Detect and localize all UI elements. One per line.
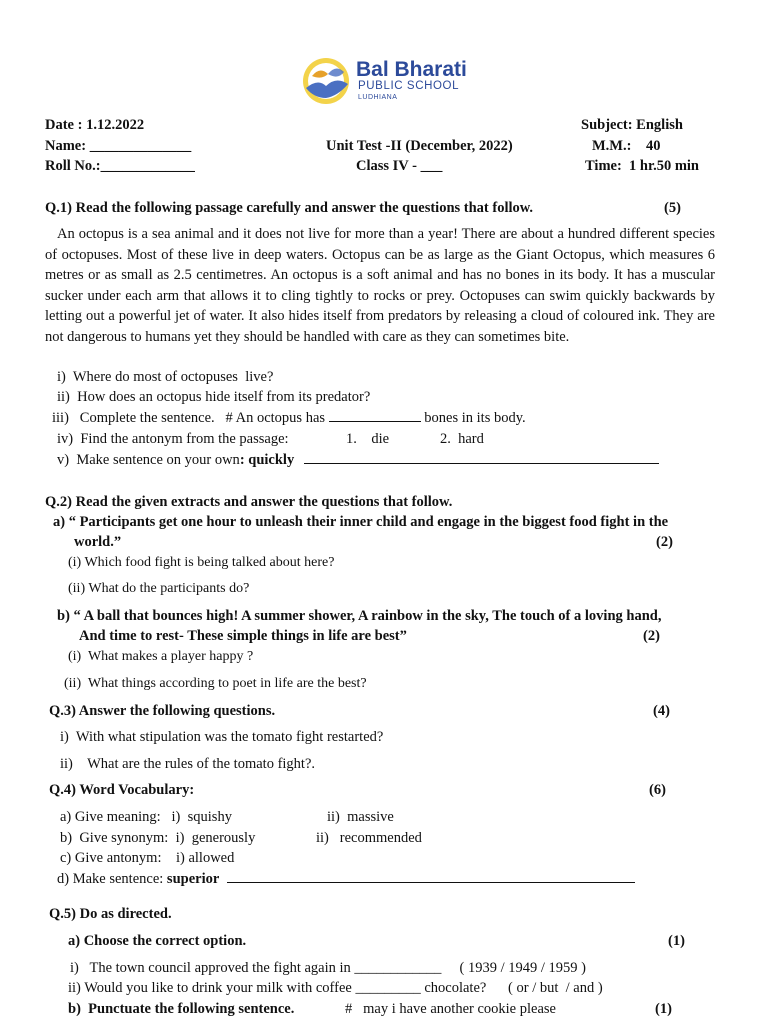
roll-field: Roll No.:_____________ [45, 158, 195, 174]
q1-ii: ii) How does an octopus hide itself from its predator? [57, 389, 371, 405]
q1-title: Q.1) Read the following passage carefully and answer the questions that follow. [45, 200, 534, 216]
q1-passage-text: An octopus is a sea animal and it does not live for more than a year! There are about a hundred different species of octopuses. Most of these live in deep waters. Octopus can be as large as the Giant Octopus, which measures 6 metres or as small as 2.5 centimetres. An octopus is a soft animal and has no bones in its body. It has a muscular sucker under each arm that allows it to cling tightly to rocks or prey. Octopuses can swim quickly backwards by letting out a powerful jet of water. It also hides itself from predators by releasing a cloud of coloured ink. They are not dangerous to humans yet they should be handled with care as they can sometimes bite. [45, 226, 715, 345]
time: Time: 1 hr.50 min [585, 158, 699, 174]
q1-iv-option-1: 1. die [346, 431, 390, 447]
q4-marks: (6) [649, 782, 666, 798]
q1-iii-text: iii) Complete the sentence. # An octopus has [52, 410, 326, 426]
q3-ii: ii) What are the rules of the tomato fight?. [60, 756, 316, 772]
test-title: Unit Test -II (December, 2022) [326, 138, 513, 154]
q1-v [57, 450, 659, 471]
q3-marks: (4) [653, 703, 670, 719]
q4-a-ii: ii) massive [327, 809, 394, 825]
q4-title: Q.4) Word Vocabulary: [49, 782, 195, 798]
school-sub: PUBLIC SCHOOL [358, 80, 460, 92]
q2-a-marks: (2) [656, 534, 673, 550]
q2-b-marks: (2) [643, 628, 660, 644]
q5-title: Q.5) Do as directed. [49, 906, 172, 922]
q2-a-i: (i) Which food fight is being talked about here? [68, 555, 335, 570]
q4-d [57, 869, 635, 890]
q3-title: Q.3) Answer the following questions. [49, 703, 276, 719]
q2-a-line1: a) “ Participants get one hour to unleash their inner child and engage in the biggest food fight in the [53, 514, 669, 530]
q5-b-text: # may i have another cookie please [345, 1001, 556, 1017]
q1-v-text: v) Make sentence on your own [57, 452, 240, 468]
school-emblem-icon [298, 56, 356, 106]
school-name: Bal Bharati [356, 58, 467, 81]
q2-a-ii: (ii) What do the participants do? [68, 581, 250, 596]
q5-a-i: i) The town council approved the fight again in ____________ ( 1939 / 1949 / 1959 ) [70, 960, 587, 976]
school-city: LUDHIANA [358, 94, 398, 101]
q4-b: b) Give synonym: i) generously [60, 830, 256, 846]
q2-a-line2: world.” [74, 534, 122, 550]
q1-iii-blank [329, 420, 421, 422]
max-marks: M.M.: 40 [592, 138, 661, 154]
subject: Subject: English [581, 117, 683, 133]
q1-v-word: : quickly [239, 452, 295, 468]
q1-v-blank [304, 462, 659, 464]
date: Date : 1.12.2022 [45, 117, 145, 133]
q4-a: a) Give meaning: i) squishy [60, 809, 232, 825]
q2-b-line2: And time to rest- These simple things in life are best” [79, 628, 407, 644]
q2-b-i: (i) What makes a player happy ? [68, 649, 254, 664]
q4-d-text: d) Make sentence: [57, 871, 164, 887]
q4-d-blank [227, 881, 635, 883]
q5-b-title: b) Punctuate the following sentence. [68, 1001, 295, 1017]
q3-i: i) With what stipulation was the tomato fight restarted? [60, 729, 384, 745]
q5-a-marks: (1) [668, 933, 685, 949]
q1-iv: iv) Find the antonym from the passage: [57, 431, 289, 447]
class-field: Class IV - ___ [356, 158, 443, 174]
q1-marks: (5) [664, 200, 681, 216]
q1-iii [52, 408, 526, 429]
name-field: Name: ______________ [45, 138, 192, 154]
q2-b-ii: (ii) What things according to poet in life are the best? [64, 676, 367, 691]
q5-a-ii: ii) Would you like to drink your milk with coffee _________ chocolate? ( or / but / and ) [68, 980, 603, 996]
q4-c: c) Give antonym: i) allowed [60, 850, 235, 866]
q2-b-line1: b) “ A ball that bounces high! A summer shower, A rainbow in the sky, The touch of a loving hand, [57, 608, 662, 624]
q4-d-word: superior [166, 871, 220, 887]
q4-b-ii: ii) recommended [316, 830, 422, 846]
q5-b-marks: (1) [655, 1001, 672, 1017]
q1-iii-text-end: bones in its body. [424, 410, 526, 426]
q2-title: Q.2) Read the given extracts and answer the questions that follow. [45, 494, 453, 510]
q1-passage [45, 224, 715, 347]
q5-a-title: a) Choose the correct option. [68, 933, 247, 949]
school-logo [298, 56, 467, 106]
q1-i: i) Where do most of octopuses live? [57, 369, 274, 385]
q1-iv-option-2: 2. hard [440, 431, 484, 447]
